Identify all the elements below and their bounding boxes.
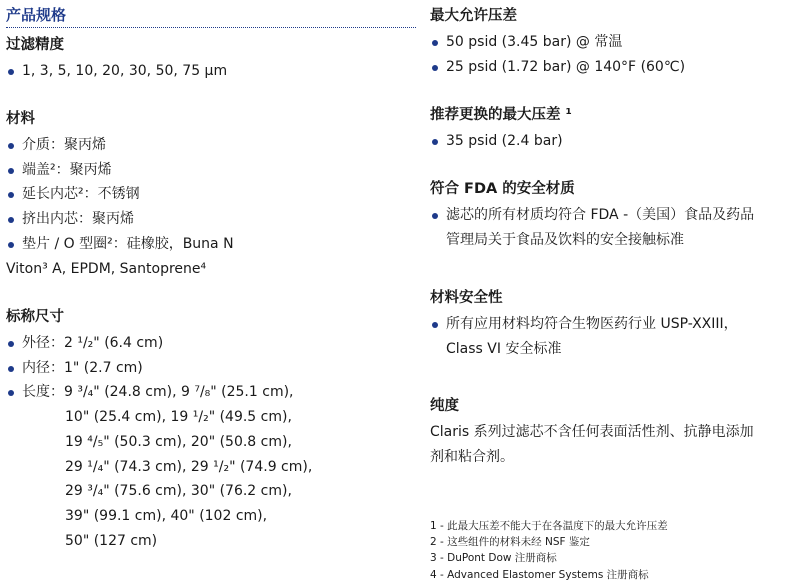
list-item: 介质：聚丙烯 [6,133,234,158]
bullet-dot-icon [432,139,438,145]
list-item: 长度：9 ³/₄" (24.8 cm), 9 ⁷/₈" (25.1 cm), [6,380,312,405]
bullet-dot-icon [432,213,438,219]
fda-section [430,179,754,252]
footnote: 4 - Advanced Elastomer Systems 注册商标 [430,568,649,581]
length-line: 29 ³/₄" (75.6 cm), 30" (76.2 cm), [65,483,292,500]
list-item: 25 psid (1.72 bar) @ 140°F (60℃) [430,55,685,80]
safety-section [430,288,738,361]
dimensions-heading: 标称尺寸 [6,309,64,325]
length-line: 29 ¹/₄" (74.3 cm), 29 ¹/₂" (74.9 cm), [65,458,313,475]
list-item: 垫片 / O 型圈²：硅橡胶，Buna N [6,232,234,257]
bullet-dot-icon [8,390,14,396]
length-line: 50" (127 cm) [65,532,158,549]
length-line: 19 ⁴/₅" (50.3 cm), 20" (50.8 cm), [65,433,292,450]
bullet-dot-icon [8,143,14,149]
materials-section [6,109,234,281]
purity-line: Claris 系列过滤芯不含任何表面活性剂、抗静电添加 [430,424,754,440]
list-item: 滤芯的所有材质均符合 FDA -（美国）食品及药品 [430,203,754,228]
title-divider [6,27,416,28]
section-title: 产品规格 [6,6,67,24]
purity-section [430,396,754,469]
fda-heading: 符合 FDA 的安全材质 [430,181,575,197]
bullet-dot-icon [8,168,14,174]
list-item: 外径：2 ¹/₂" (6.4 cm) [6,331,312,356]
bullet-dot-icon [8,217,14,223]
change-pressure-heading: 推荐更换的最大压差 ¹ [430,107,572,123]
bullet-dot-icon [8,192,14,198]
bullet-dot-icon [8,366,14,372]
footnote: 1 - 此最大压差不能大于在各温度下的最大允许压差 [430,520,668,532]
footnote: 3 - DuPont Dow 注册商标 [430,552,557,565]
list-item: 50 psid (3.45 bar) @ 常温 [430,30,685,55]
list-item-continuation: Class VI 安全标准 [446,340,562,357]
bullet-dot-icon [8,242,14,248]
max-pressure-heading: 最大允许压差 [430,8,517,24]
list-item: 延长内芯²：不锈钢 [6,182,234,207]
change-pressure-section [430,105,572,154]
list-item: 35 psid (2.4 bar) [430,129,572,154]
footnotes [430,518,780,583]
length-line: 10" (25.4 cm), 19 ¹/₂" (49.5 cm), [65,409,292,426]
bullet-dot-icon [432,65,438,71]
materials-heading: 材料 [6,111,35,127]
filtration-section [6,35,227,84]
bullet-dot-icon [432,40,438,46]
length-line: 39" (99.1 cm), 40" (102 cm), [65,507,268,524]
purity-heading: 纯度 [430,398,459,414]
list-item-continuation: Viton³ A, EPDM, Santoprene⁴ [6,260,207,277]
list-item: 所有应用材料均符合生物医药行业 USP-XXIII， [430,312,738,337]
list-item: 1, 3, 5, 10, 20, 30, 50, 75 μm [6,59,227,84]
list-item: 内径：1" (2.7 cm) [6,356,312,381]
bullet-dot-icon [8,341,14,347]
bullet-dot-icon [432,322,438,328]
footnote: 2 - 这些组件的材料未经 NSF 鉴定 [430,536,590,549]
safety-heading: 材料安全性 [430,290,503,306]
purity-line: 剂和粘合剂。 [430,448,514,465]
max-pressure-section [430,6,685,79]
filtration-heading: 过滤精度 [6,37,64,53]
list-item: 端盖²：聚丙烯 [6,158,234,183]
list-item-continuation: 管理局关于食品及饮料的安全接触标准 [446,231,684,248]
bullet-dot-icon [8,69,14,75]
list-item: 挤出内芯：聚丙烯 [6,207,234,232]
dimensions-section [6,307,312,553]
